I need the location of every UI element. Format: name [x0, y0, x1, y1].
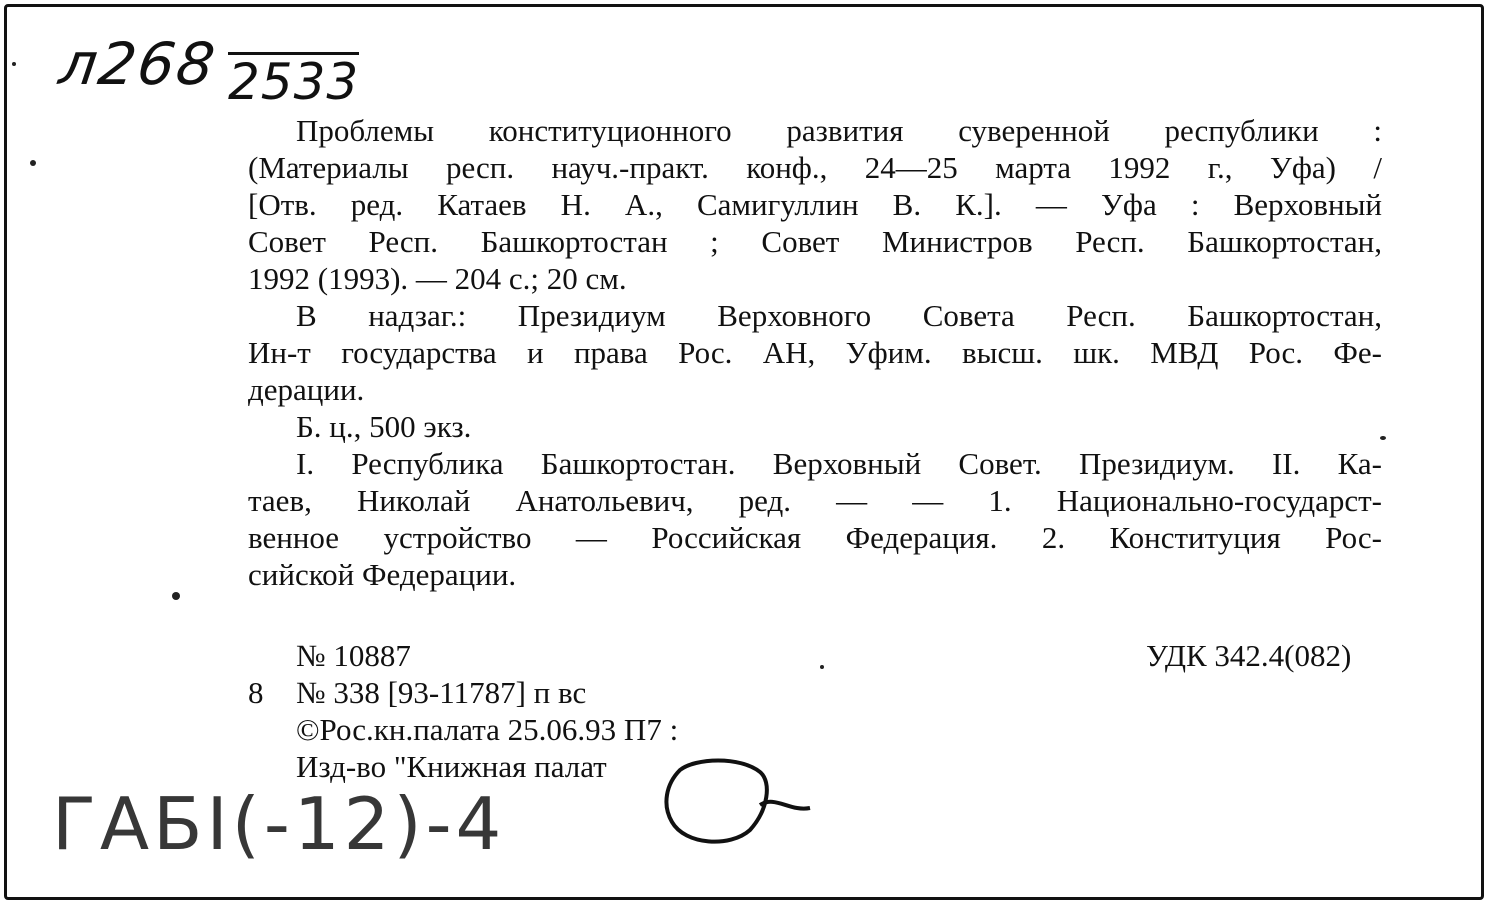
handwritten-number: л268 [55, 30, 221, 98]
publisher-line: Изд-во "Книжная палат [296, 749, 607, 784]
handwritten-number-overlined: 2533 [228, 53, 360, 111]
text-line: венное устройство — Российская Федерация. 2. Конституция Рос- [248, 520, 1382, 555]
text-line: (Материалы респ. науч.-практ. конф., 24—25 марта 1992 г., Уфа) / [248, 150, 1382, 185]
copyright-line: ©Рос.кн.палата 25.06.93 П7 : [296, 712, 679, 747]
ink-speck [1380, 436, 1386, 440]
udk-code: УДК 342.4(082) [1146, 638, 1352, 673]
copies-count: 8 [248, 675, 264, 710]
text-line: таев, Николай Анатольевич, ред. — — 1. Национально-государст- [248, 483, 1382, 518]
ink-speck [172, 592, 180, 600]
text-line: Ин-т государства и права Рос. АН, Уфим. высш. шк. МВД Рос. Фе- [248, 335, 1382, 370]
text-line: I. Республика Башкортостан. Верховный Совет. Президиум. II. Ка- [296, 446, 1382, 481]
ink-speck [30, 160, 36, 166]
text-line: [Отв. ред. Катаев Н. А., Самигуллин В. К.]. — Уфа : Верховный [248, 187, 1382, 222]
circle-stamp-icon [660, 750, 820, 850]
text-line: Б. ц., 500 экз. [296, 409, 472, 444]
price [248, 408, 1382, 445]
text-line: Совет Респ. Башкортостан ; Совет Министров Респ. Башкортостан, [248, 224, 1382, 259]
text-line: Проблемы конституционного развития суверенной республики : [296, 113, 1382, 148]
registration-number: № 10887 [296, 638, 411, 673]
order-number: № 338 [93-11787] п вс [296, 675, 587, 710]
bibliographic-text [248, 112, 1382, 593]
ink-speck [12, 62, 16, 66]
main-description [248, 112, 1382, 297]
text-line: В надзаг.: Президиум Верховного Совета Респ. Башкортостан, [296, 298, 1382, 333]
ink-speck [820, 665, 824, 669]
handwritten-shelfmark: ГАБΙ(-12)-4 [52, 782, 506, 866]
text-line: 1992 (1993). — 204 с.; 20 см. [248, 261, 627, 296]
text-line: сийской Федерации. [248, 557, 517, 592]
notes [248, 297, 1382, 408]
tracings [248, 445, 1382, 593]
text-line: дерации. [248, 372, 365, 407]
